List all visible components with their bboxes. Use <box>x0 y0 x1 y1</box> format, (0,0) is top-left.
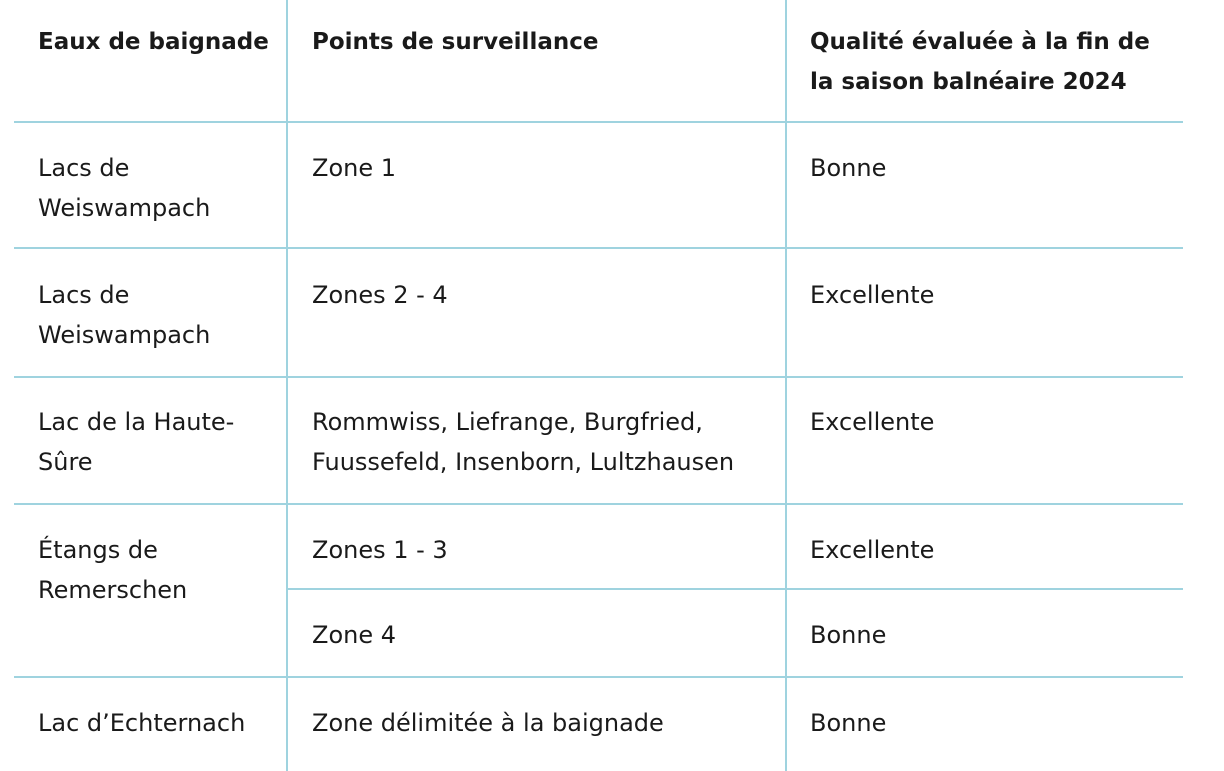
cell-water: Lacs de Weiswampach <box>38 281 211 349</box>
cell-water: Lac de la Haute-Sûre <box>38 408 235 476</box>
cell-water: Lacs de Weiswampach <box>38 154 211 222</box>
cell-quality: Bonne <box>810 154 887 182</box>
cell-points: Zones 2 - 4 <box>312 281 448 309</box>
cell-points: Zone 1 <box>312 154 396 182</box>
row-divider <box>14 503 1183 505</box>
cell-quality: Bonne <box>810 709 887 737</box>
cell-points: Zone 4 <box>312 621 396 649</box>
row-divider <box>14 676 1183 678</box>
row-divider-partial <box>288 588 1183 590</box>
cell-quality: Excellente <box>810 536 935 564</box>
header-eaux-de-baignade: Eaux de baignade <box>38 29 269 55</box>
row-divider <box>14 376 1183 378</box>
row-divider <box>14 121 1183 123</box>
cell-quality: Excellente <box>810 408 935 436</box>
column-divider <box>785 0 787 771</box>
column-divider <box>286 0 288 771</box>
cell-quality: Bonne <box>810 621 887 649</box>
cell-quality: Excellente <box>810 281 935 309</box>
cell-points: Zone délimitée à la baignade <box>312 709 664 737</box>
header-points-de-surveillance: Points de surveillance <box>312 29 599 55</box>
cell-water: Lac d’Echternach <box>38 709 246 737</box>
header-qualite: Qualité évaluée à la fin de la saison balnéaire 2024 <box>810 29 1150 95</box>
cell-points: Rommwiss, Liefrange, Burgfried, Fuussefeld, Insenborn, Lultzhausen <box>312 408 735 476</box>
cell-points: Zones 1 - 3 <box>312 536 448 564</box>
cell-water: Étangs de Remerschen <box>38 536 188 604</box>
row-divider <box>14 247 1183 249</box>
